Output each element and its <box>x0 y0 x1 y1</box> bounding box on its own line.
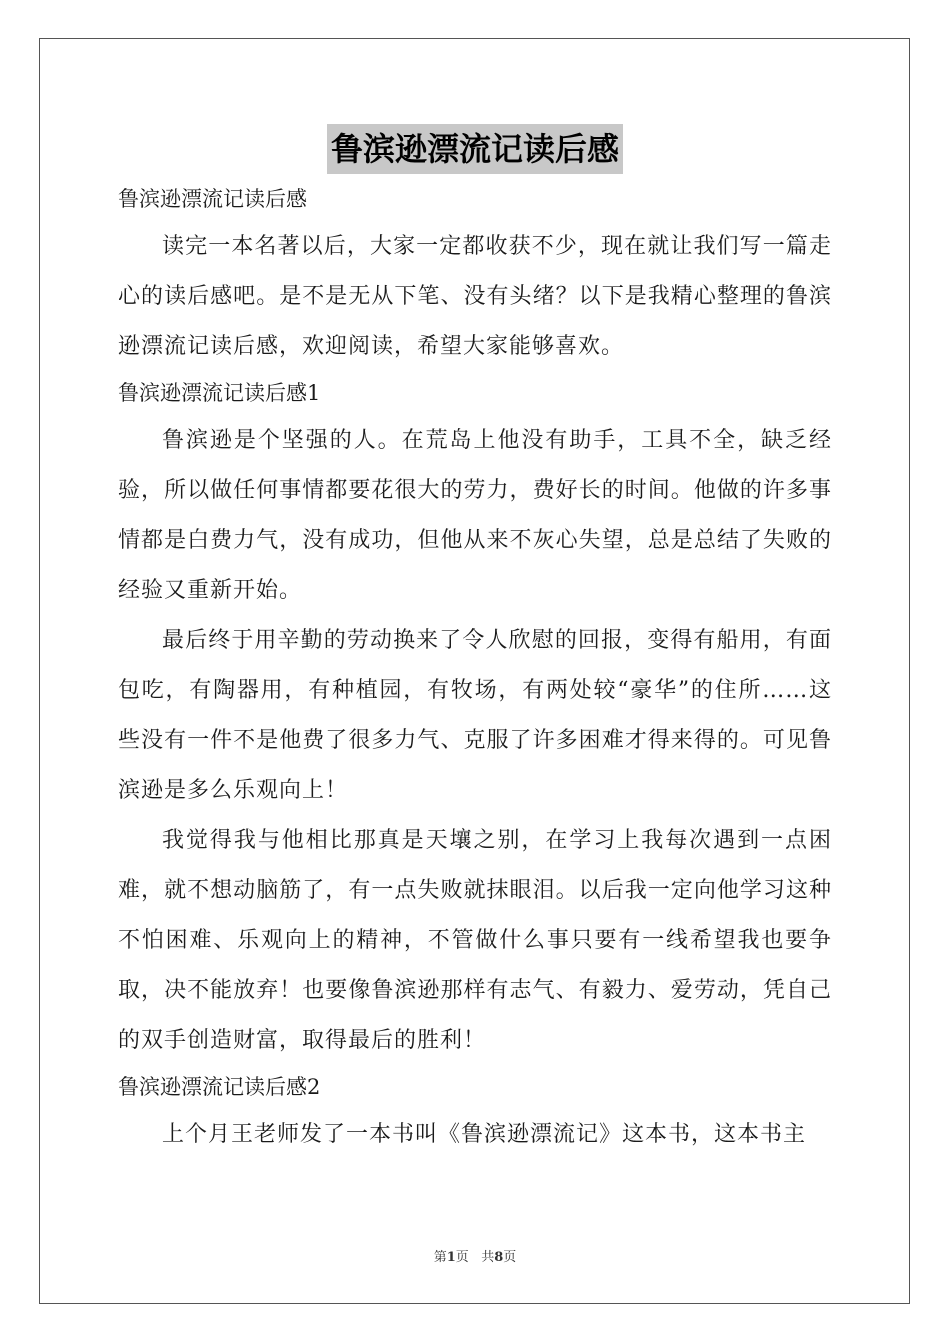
total-prefix: 共 <box>481 1250 495 1265</box>
page-suffix: 页 <box>455 1250 469 1265</box>
total-pages: 8 <box>494 1250 504 1265</box>
title-container <box>0 124 950 174</box>
page-number: 1 <box>446 1250 456 1265</box>
document-body <box>118 178 832 1160</box>
paragraph: 读完一本名著以后，大家一定都收获不少，现在就让我们写一篇走心的读后感吧。是不是无从下笔、没有头绪？以下是我精心整理的鲁滨逊漂流记读后感，欢迎阅读，希望大家能够喜欢。 <box>118 234 832 359</box>
section-heading: 鲁滨逊漂流记读后感2 <box>118 1075 321 1099</box>
total-suffix: 页 <box>503 1250 517 1265</box>
section-heading: 鲁滨逊漂流记读后感 <box>118 187 307 211</box>
paragraph: 我觉得我与他相比那真是天壤之别，在学习上我每次遇到一点困难，就不想动脑筋了，有一点失败就抹眼泪。以后我一定向他学习这种不怕困难、乐观向上的精神，不管做什么事只要有一线希望我也要争取，决不能放弃！也要像鲁滨逊那样有志气、有毅力、爱劳动，凭自己的双手创造财富，取得最后的胜利！ <box>118 828 832 1053</box>
section-heading: 鲁滨逊漂流记读后感1 <box>118 381 321 405</box>
page-prefix: 第 <box>433 1250 447 1265</box>
paragraph: 鲁滨逊是个坚强的人。在荒岛上他没有助手，工具不全，缺乏经验，所以做任何事情都要花很大的劳力，费好长的时间。他做的许多事情都是白费力气，没有成功，但他从来不灰心失望，总是总结了失败的经验又重新开始。 <box>118 428 832 603</box>
paragraph: 上个月王老师发了一本书叫《鲁滨逊漂流记》这本书，这本书主 <box>162 1122 807 1147</box>
paragraph: 最后终于用辛勤的劳动换来了令人欣慰的回报，变得有船用，有面包吃，有陶器用，有种植园，有牧场，有两处较“豪华”的住所……这些没有一件不是他费了很多力气、克服了许多困难才得来得的。可见鲁滨逊是多么乐观向上！ <box>118 628 832 803</box>
page-footer <box>0 1246 950 1265</box>
document-title: 鲁滨逊漂流记读后感 <box>327 124 623 174</box>
